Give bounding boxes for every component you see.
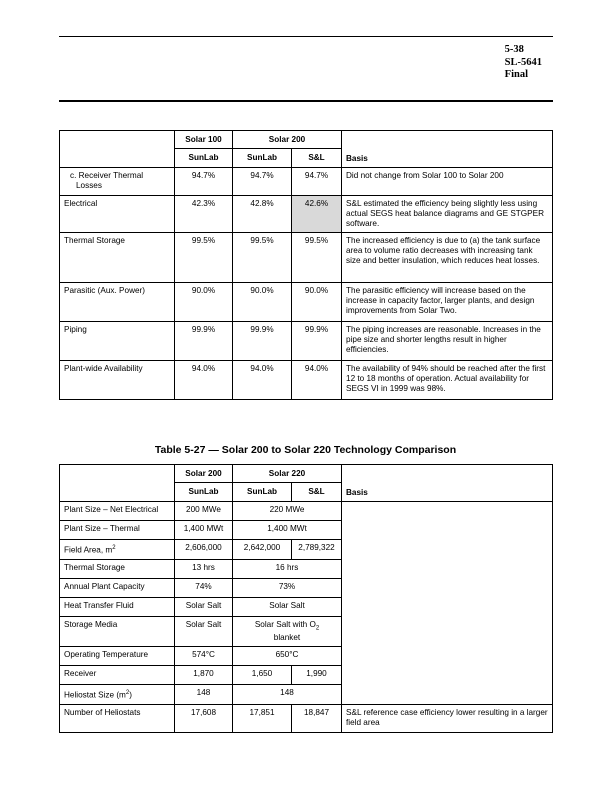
- basis-text: S&L estimated the efficiency being slightly less using actual SEGS heat balance diagrams and GE STGPER software.: [342, 196, 553, 233]
- value-solar220: 220 MWe: [233, 502, 342, 521]
- value-solar200-sunlab: 17,608: [175, 705, 233, 733]
- value-solar200-sunlab: 74%: [175, 578, 233, 597]
- row-label-superscript: 2: [125, 690, 130, 697]
- table1-col-sunlab-b: SunLab: [233, 149, 292, 168]
- value-solar220: 650°C: [233, 647, 342, 666]
- value-solar200-sunlab: 2,606,000: [175, 540, 233, 560]
- value-solar200-sunlab: 13 hrs: [175, 559, 233, 578]
- table2-col-basis: Basis: [342, 483, 553, 502]
- table-row: [60, 559, 553, 578]
- row-label: Piping: [60, 322, 175, 361]
- basis-text: Did not change from Solar 100 to Solar 200: [342, 168, 553, 196]
- table-row: [60, 502, 553, 521]
- table-row: [60, 616, 553, 647]
- value-solar220: 148: [233, 685, 342, 705]
- value-solar200-sl: 99.9%: [292, 322, 342, 361]
- value-solar200-sunlab: 90.0%: [233, 283, 292, 322]
- basis-empty: [342, 578, 553, 597]
- value-solar200-sunlab: 574°C: [175, 647, 233, 666]
- row-label-superscript: 2: [112, 545, 116, 551]
- basis-empty: [342, 666, 553, 685]
- value-solar200-sunlab: Solar Salt: [175, 597, 233, 616]
- value-solar200-sl: 90.0%: [292, 283, 342, 322]
- value-solar200-sunlab: 94.7%: [233, 168, 292, 196]
- table2-header-corner: [60, 465, 175, 483]
- row-label: c. Receiver Thermal Losses: [60, 168, 175, 196]
- value-solar220-sl: 2,789,322: [292, 540, 342, 560]
- value-solar200-sl: 94.0%: [292, 361, 342, 400]
- value-solar200-sunlab: 1,870: [175, 666, 233, 685]
- value-solar220: 1,400 MWt: [233, 521, 342, 540]
- row-label: Thermal Storage: [60, 233, 175, 283]
- basis-empty: [342, 685, 553, 705]
- efficiency-comparison-table: [59, 130, 553, 400]
- table-row: [60, 647, 553, 666]
- basis-empty: [342, 521, 553, 540]
- header-rule-bottom: [59, 100, 553, 102]
- technology-comparison-table: [59, 464, 553, 733]
- value-solar200-sunlab: 42.8%: [233, 196, 292, 233]
- table2-col-sunlab-b: SunLab: [233, 483, 292, 502]
- value-solar200-sunlab: Solar Salt: [175, 616, 233, 647]
- row-label: Thermal Storage: [60, 559, 175, 578]
- value-solar100-sunlab: 94.0%: [175, 361, 233, 400]
- value-solar100-sunlab: 42.3%: [175, 196, 233, 233]
- basis-empty: [342, 616, 553, 647]
- value-solar200-sunlab: 94.0%: [233, 361, 292, 400]
- row-label: Storage Media: [60, 616, 175, 647]
- row-label-text: Heliostat Size (m: [64, 691, 126, 701]
- row-label: Plant Size – Net Electrical: [60, 502, 175, 521]
- basis-text: The parasitic efficiency will increase based on the increase in capacity factor, larger plants, and design improvements from Solar Two.: [342, 283, 553, 322]
- table-row: [60, 705, 553, 733]
- row-label: Plant Size – Thermal: [60, 521, 175, 540]
- row-label: [60, 540, 175, 560]
- page-number: 5-38: [504, 44, 524, 55]
- table1-col-basis: Basis: [342, 149, 553, 168]
- basis-text: The availability of 94% should be reached after the first 12 to 18 months of operation. Actual availability for SEGS VI in 1999 was 98%.: [342, 361, 553, 400]
- basis-text: The piping increases are reasonable. Increases in the pipe size and shorter lengths result in higher efficiencies.: [342, 322, 553, 361]
- value-solar100-sunlab: 90.0%: [175, 283, 233, 322]
- row-label: Number of Heliostats: [60, 705, 175, 733]
- basis-empty: [342, 540, 553, 560]
- table1-header-corner: [60, 131, 175, 149]
- basis-empty: [342, 502, 553, 521]
- value-solar220-sl: 1,990: [292, 666, 342, 685]
- table1-group-solar200: Solar 200: [233, 131, 342, 149]
- row-label: Annual Plant Capacity: [60, 578, 175, 597]
- row-label-text-end: ): [129, 691, 132, 701]
- table1-col-sl: S&L: [292, 149, 342, 168]
- value-solar100-sunlab: 99.9%: [175, 322, 233, 361]
- value-solar200-sunlab: 99.5%: [233, 233, 292, 283]
- value-solar200-sunlab: 148: [175, 685, 233, 705]
- basis-text: S&L reference case efficiency lower resulting in a larger field area: [342, 705, 553, 733]
- row-label-text: Field Area, m: [64, 545, 113, 555]
- table-row: [60, 540, 553, 560]
- table-row: [60, 233, 553, 283]
- document-id: SL-5641: [504, 56, 542, 68]
- row-label: Receiver: [60, 666, 175, 685]
- row-label: Electrical: [60, 196, 175, 233]
- table2-header-basis-top: [342, 465, 553, 483]
- basis-empty: [342, 559, 553, 578]
- table2-header-corner-bottom: [60, 483, 175, 502]
- value-solar200-sunlab: 99.9%: [233, 322, 292, 361]
- value-solar200-sl: 99.5%: [292, 233, 342, 283]
- value-subscript: 2: [315, 625, 320, 632]
- value-solar200-sunlab: 1,400 MWt: [175, 521, 233, 540]
- value-solar220: 16 hrs: [233, 559, 342, 578]
- table-row: [60, 168, 553, 196]
- value-solar220: Solar Salt: [233, 597, 342, 616]
- value-text: Solar Salt with O: [254, 619, 316, 629]
- value-solar220-sunlab: 2,642,000: [233, 540, 292, 560]
- table-row: [60, 521, 553, 540]
- table1-header-corner-bottom: [60, 149, 175, 168]
- row-label: Operating Temperature: [60, 647, 175, 666]
- table-row: [60, 283, 553, 322]
- table2-col-sl: S&L: [292, 483, 342, 502]
- table1-header-basis-top: [342, 131, 553, 149]
- basis-empty: [342, 647, 553, 666]
- table-row: [60, 361, 553, 400]
- table-row: [60, 578, 553, 597]
- table-row: [60, 666, 553, 685]
- table2-group-solar200: Solar 200: [175, 465, 233, 483]
- table-caption: Table 5-27 — Solar 200 to Solar 220 Technology Comparison: [154, 444, 457, 456]
- table-row: [60, 685, 553, 705]
- value-solar220: 73%: [233, 578, 342, 597]
- value-solar100-sunlab: 99.5%: [175, 233, 233, 283]
- basis-empty: [342, 597, 553, 616]
- table1-group-solar100: Solar 100: [175, 131, 233, 149]
- basis-text: The increased efficiency is due to (a) the tank surface area to volume ratio decreases with increasing tank size and better insulation, which reduces heat losses.: [342, 233, 553, 283]
- header-rule-top: [59, 36, 553, 37]
- value-solar220-sunlab: 17,851: [233, 705, 292, 733]
- value-solar220: [233, 616, 342, 647]
- value-solar200-sl: 94.7%: [292, 168, 342, 196]
- row-label: [60, 685, 175, 705]
- page-header: [505, 44, 542, 82]
- row-label: Parasitic (Aux. Power): [60, 283, 175, 322]
- table2-col-sunlab-a: SunLab: [175, 483, 233, 502]
- value-solar200-sunlab: 200 MWe: [175, 502, 233, 521]
- value-text-line2: blanket: [273, 633, 301, 643]
- value-solar100-sunlab: 94.7%: [175, 168, 233, 196]
- table2-group-solar220: Solar 220: [233, 465, 342, 483]
- table-row: [60, 322, 553, 361]
- table1-col-sunlab-a: SunLab: [175, 149, 233, 168]
- table-row: [60, 597, 553, 616]
- value-solar200-sl-highlighted: 42.6%: [292, 196, 342, 233]
- value-solar220-sl: 18,847: [292, 705, 342, 733]
- document-status: Final: [504, 69, 528, 80]
- value-solar220-sunlab: 1,650: [233, 666, 292, 685]
- row-label: Plant-wide Availability: [60, 361, 175, 400]
- row-label: Heat Transfer Fluid: [60, 597, 175, 616]
- table-row: [60, 196, 553, 233]
